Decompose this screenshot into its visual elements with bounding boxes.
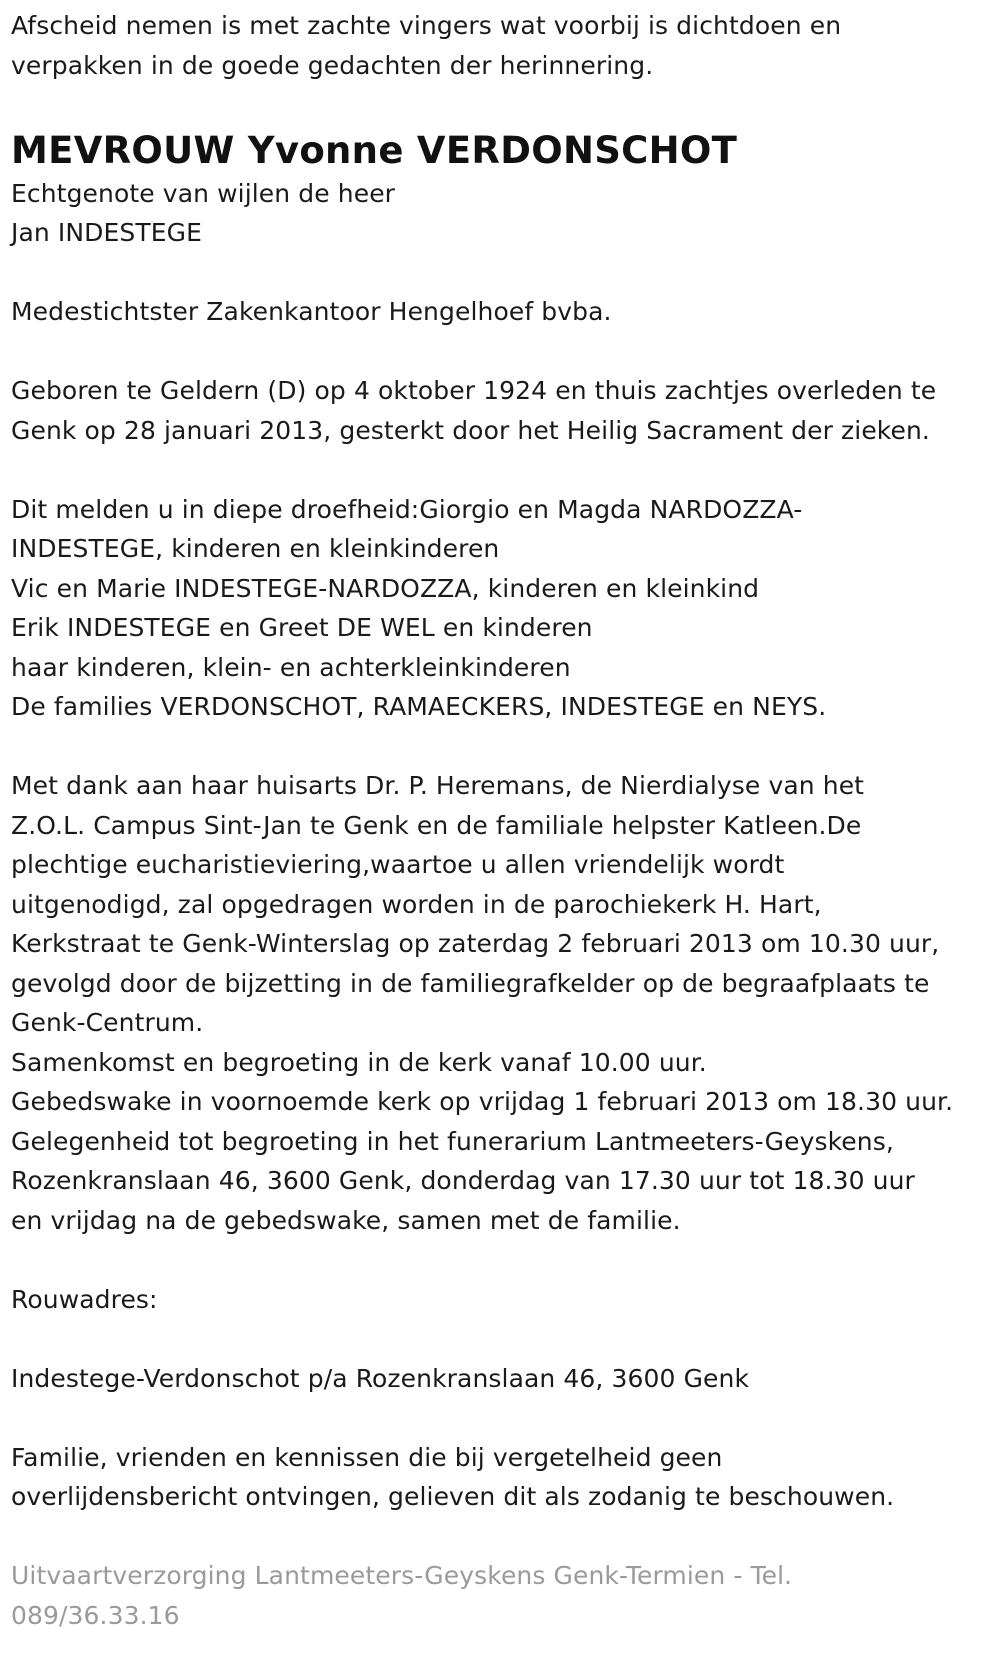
footer-line: 089/36.33.16 [11, 1600, 180, 1630]
ceremony-line: plechtige eucharistieviering,waartoe u allen vriendelijk wordt [11, 850, 785, 879]
spacer [11, 1517, 1000, 1557]
ceremony-line: Z.O.L. Campus Sint-Jan te Genk en de familiale helpster Katleen.De [11, 810, 862, 840]
funeral-home-footer [11, 1556, 1000, 1635]
ceremony-line: uitgenodigd, zal opgedragen worden in de parochiekerk H. Hart, [11, 889, 822, 919]
family-line: De families VERDONSCHOT, RAMAECKERS, INDESTEGE en NEYS. [11, 692, 827, 721]
intro-line: verpakken in de goede gedachten der herinnering. [11, 50, 654, 80]
birth-death-line: Genk op 28 januari 2013, gesterkt door het Heilig Sacrament der zieken. [11, 415, 930, 445]
intro-quote [11, 6, 1000, 85]
ceremony-line: Rozenkranslaan 46, 3600 Genk, donderdag van 17.30 uur tot 18.30 uur [11, 1166, 915, 1195]
spacer [11, 85, 1000, 125]
spouse-line: Echtgenote van wijlen de heer [11, 178, 396, 208]
spacer [11, 1319, 1000, 1359]
spacer [11, 1240, 1000, 1280]
notice-line: Familie, vrienden en kennissen die bij vergetelheid geen [11, 1442, 723, 1472]
spacer [11, 727, 1000, 767]
birth-death-line: Geboren te Geldern (D) op 4 oktober 1924 en thuis zachtjes overleden te [11, 376, 937, 405]
notice-line: overlijdensbericht ontvingen, gelieven dit als zodanig te beschouwen. [11, 1482, 895, 1511]
ceremony-line: Gebedswake in voornoemde kerk op vrijdag 1 februari 2013 om 18.30 uur. [11, 1087, 954, 1116]
ceremony-line: Samenkomst en begroeting in de kerk vanaf 10.00 uur. [11, 1047, 707, 1077]
family-line: INDESTEGE, kinderen en kleinkinderen [11, 534, 500, 563]
spacer [11, 450, 1000, 490]
family-line: Vic en Marie INDESTEGE-NARDOZZA, kinderen en kleinkind [11, 573, 760, 603]
deceased-name: MEVROUW Yvonne VERDONSCHOT [11, 128, 738, 172]
spouse-info [11, 174, 1000, 253]
footer-line: Uitvaartverzorging Lantmeeters-Geyskens Genk-Termien - Tel. [11, 1561, 793, 1590]
spouse-line: Jan INDESTEGE [11, 218, 203, 247]
family-announcement [11, 490, 1000, 727]
ceremony-line: Genk-Centrum. [11, 1008, 204, 1037]
address-label: Rouwadres: [11, 1284, 158, 1314]
spacer [11, 253, 1000, 293]
family-line: Dit melden u in diepe droefheid:Giorgio en Magda NARDOZZA- [11, 494, 803, 524]
ceremony-line: Gelegenheid tot begroeting in het funerarium Lantmeeters-Geyskens, [11, 1126, 894, 1156]
birth-death-info [11, 371, 1000, 450]
intro-line: Afscheid nemen is met zachte vingers wat voorbij is dichtdoen en [11, 11, 842, 40]
ceremony-line: Met dank aan haar huisarts Dr. P. Heremans, de Nierdialyse van het [11, 771, 865, 800]
ceremony-line: Kerkstraat te Genk-Winterslag op zaterdag 2 februari 2013 om 10.30 uur, [11, 929, 940, 958]
notice [11, 1438, 1000, 1517]
spacer [11, 332, 1000, 372]
ceremony-line: en vrijdag na de gebedswake, samen met de familie. [11, 1205, 681, 1235]
spacer [11, 1398, 1000, 1438]
ceremony-info [11, 766, 1000, 1240]
family-line: Erik INDESTEGE en Greet DE WEL en kinderen [11, 613, 593, 642]
address-value: Indestege-Verdonschot p/a Rozenkranslaan 46, 3600 Genk [11, 1363, 750, 1393]
ceremony-line: gevolgd door de bijzetting in de familiegrafkelder op de begraafplaats te [11, 968, 930, 998]
occupation: Medestichtster Zakenkantoor Hengelhoef bvba. [11, 297, 612, 326]
family-line: haar kinderen, klein- en achterkleinkinderen [11, 652, 571, 682]
